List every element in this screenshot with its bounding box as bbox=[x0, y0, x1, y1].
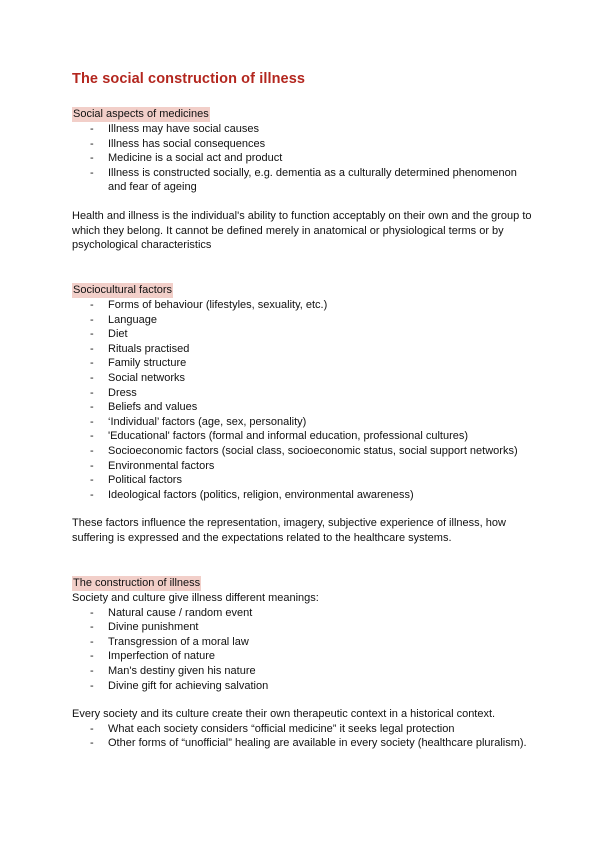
list-item: - Diet bbox=[72, 327, 532, 342]
list-item: - Language bbox=[72, 313, 532, 328]
bullet-list bbox=[72, 298, 532, 502]
section-sociocultural-factors bbox=[72, 280, 532, 546]
section-heading: Social aspects of medicines bbox=[73, 108, 209, 120]
list-item: - Dress bbox=[72, 386, 532, 401]
section-social-aspects bbox=[72, 104, 532, 253]
paragraph: Health and illness is the individual's ability to function acceptably on their own and the group to which they belong. It cannot be defined merely in anatomical or physiological terms or by psychological characteristics bbox=[72, 209, 532, 252]
list-item: - Medicine is a social act and product bbox=[72, 151, 532, 166]
bullet-list-2 bbox=[72, 722, 532, 751]
list-item: - Other forms of “unofficial” healing are available in every society (healthcare pluralism). bbox=[72, 736, 532, 751]
list-item: - Divine gift for achieving salvation bbox=[72, 679, 532, 694]
list-item: - Beliefs and values bbox=[72, 400, 532, 415]
list-item: - Imperfection of nature bbox=[72, 649, 532, 664]
bullet-list bbox=[72, 122, 532, 195]
list-item: - Illness may have social causes bbox=[72, 122, 532, 137]
page-title: The social construction of illness bbox=[72, 71, 306, 87]
list-item: - Man's destiny given his nature bbox=[72, 664, 532, 679]
paragraph: These factors influence the representation, imagery, subjective experience of illness, how suffering is expressed and the expectations related to the healthcare systems. bbox=[72, 517, 506, 544]
list-item: - What each society considers “official medicine” it seeks legal protection bbox=[72, 722, 532, 737]
list-item: - Divine punishment bbox=[72, 620, 532, 635]
list-item: - 'Educational' factors (formal and informal education, professional cultures) bbox=[72, 429, 532, 444]
section-heading: The construction of illness bbox=[73, 577, 201, 589]
list-item: - Illness has social consequences bbox=[72, 137, 532, 152]
list-item: - Forms of behaviour (lifestyles, sexuality, etc.) bbox=[72, 298, 532, 313]
list-item: - Ideological factors (politics, religion, environmental awareness) bbox=[72, 488, 532, 503]
intro-text: Society and culture give illness different meanings: bbox=[72, 592, 319, 604]
list-item: - Family structure bbox=[72, 356, 532, 371]
section-heading: Sociocultural factors bbox=[73, 284, 173, 296]
list-item: - Political factors bbox=[72, 473, 532, 488]
list-item: - Illness is constructed socially, e.g. dementia as a culturally determined phenomenon and fear of ageing bbox=[72, 166, 532, 195]
list-item: - Socioeconomic factors (social class, socioeconomic status, social support networks) bbox=[72, 444, 532, 459]
list-item: - Rituals practised bbox=[72, 342, 532, 357]
list-item: - Natural cause / random event bbox=[72, 606, 532, 621]
list-item: - Environmental factors bbox=[72, 459, 532, 474]
section-construction-of-illness bbox=[72, 573, 532, 751]
paragraph: Every society and its culture create their own therapeutic context in a historical context. bbox=[72, 708, 496, 721]
list-item: - ‘Individual’ factors (age, sex, personality) bbox=[72, 415, 532, 430]
list-item: - Transgression of a moral law bbox=[72, 635, 532, 650]
list-item: - Social networks bbox=[72, 371, 532, 386]
bullet-list bbox=[72, 606, 532, 694]
